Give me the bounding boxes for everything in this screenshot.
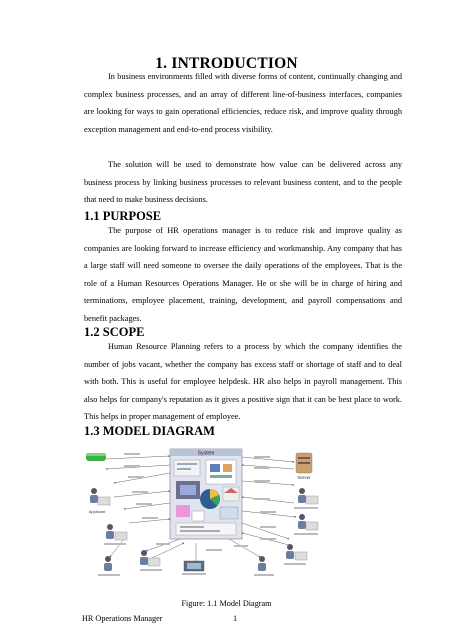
applicant-icon <box>89 488 110 514</box>
page-title: 1. INTRODUCTION <box>155 55 298 72</box>
purpose-paragraph: The purpose of HR operations manager is to reduce risk and improve quality as companies are looking forward to increase efficiency and workmanship. Any company that has a large staff will need someone to oversee the daily operations of the employees. That is the role of a Human Resources Operations Manager. He or she will be in charge of hiring and terminations, employee placement, training, development, and payroll compensations and benefit packages. <box>84 226 402 323</box>
applicant-label: Applicant <box>88 509 106 514</box>
scope-paragraph: Human Resource Planning refers to a process by which the company identifies the number of jobs vacant, whether the company has excess staff or shortage of staff and to deal with both. This is useful for employee helpdesk. HR also helps in payroll management. This also helps for company's reputation as it gives a positive sign that it can be best place to work. This helps in proper management of employee. <box>84 342 402 422</box>
model-diagram <box>84 447 328 577</box>
bottom-computer-icon <box>182 561 206 575</box>
left-component-icon <box>86 453 106 461</box>
user-icon-3 <box>140 550 162 571</box>
server-label: Server <box>297 475 311 480</box>
right-user-icon-2 <box>294 514 318 535</box>
intro-paragraph-1: In business environments filled with diverse forms of content, continually changing and complex business processes, and an array of different line-of-business interfaces, companies are looking for ways to gain operational efficiencies, reduce risk, and improve quality through exception management and end-to-end process visibility. <box>84 72 402 134</box>
right-user-icon-4 <box>254 556 274 576</box>
purpose-heading: 1.1 PURPOSE <box>84 209 162 223</box>
intro-paragraph-2: The solution will be used to demonstrate how value can be delivered across any business process by linking business processes to relevant business content, and to the people that need to make business decisions. <box>84 160 402 205</box>
right-user-icon-3 <box>284 544 307 565</box>
footer-document-title: HR Operations Manager <box>82 614 163 623</box>
right-user-icon-1 <box>294 488 318 509</box>
system-label: System <box>197 450 215 457</box>
scope-heading: 1.2 SCOPE <box>84 325 145 339</box>
user-icon-2 <box>98 556 120 576</box>
footer-page-number: 1 <box>233 614 238 623</box>
figure-caption: Figure: 1.1 Model Diagram <box>181 599 272 608</box>
system-box <box>170 449 242 539</box>
server-icon <box>296 453 312 480</box>
user-icon-1 <box>104 524 127 545</box>
model-diagram-heading: 1.3 MODEL DIAGRAM <box>84 424 215 438</box>
